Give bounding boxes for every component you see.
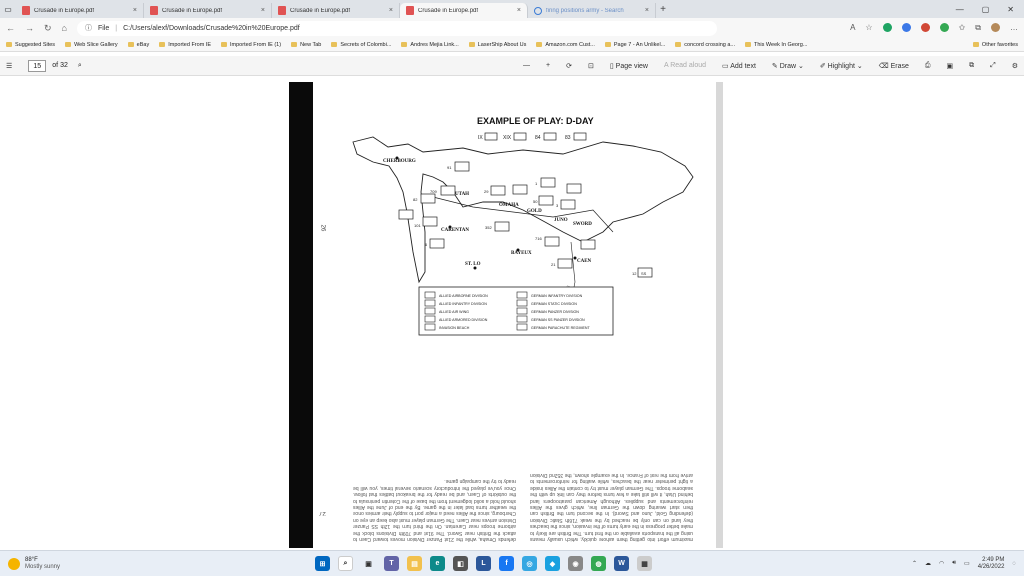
tab-1[interactable]: Crusade in Europe.pdf × bbox=[144, 3, 272, 18]
page-number-bottom: 27 bbox=[319, 510, 326, 516]
contents-icon[interactable]: ☰ bbox=[6, 62, 13, 70]
legend-label: GERMAN STATIC DIVISION bbox=[531, 302, 577, 306]
expand-icon[interactable]: ⤢ bbox=[990, 61, 996, 69]
legend-label: ALLIED ARMORED DIVISION bbox=[439, 318, 488, 322]
chevron-up-icon[interactable]: ⌃ bbox=[911, 561, 918, 567]
search-icon[interactable]: ⌕ bbox=[77, 61, 82, 69]
task-view-icon[interactable]: ▣ bbox=[361, 556, 376, 571]
start-icon[interactable]: ⊞ bbox=[315, 556, 330, 571]
body-text: maximum effort into getting them ashore quickly, which usually means using all the transports available on the first turn. The British are likely to make better progress in the early turns of the invasion, since the beaches they land on can only be reached by the weak 716th Static Division (defending Gold, Juno and Sword). In the second turn the British can then start wearing down the German line, which gives the Allies reinforcements and supplies. Although American paratroopers land behind Utah, it will still take a few turns before they can link up with the seaborne troops. The German player must try to contain the Allies inside a tight perimeter near the beaches, while waiting for reinforcements to arrive from the rest of France. In the example shown, the 352nd Division defends Omaha, while the 21st Panzer Division moves toward Caen to attack the British near Sword. The 91st and 709th Divisions block the airborne troops near Carentan. On the third turn the 12th SS Panzer Division arrives near Caen. The German player must also keep an eye on Cherbourg, since the Allies need a major port to supply their armies once the weather turns bad later in the game. By the end of June the Allies should hold a solid lodgement from the base of the Cotentin peninsula to the outskirts of Caen, and be ready for the breakout battles that follow. Once you've played the introductory scenario several times, you will be ready to try the campaign game. bbox=[353, 471, 693, 542]
volume-icon[interactable]: 🔊︎ bbox=[952, 560, 957, 566]
pdf-icon bbox=[22, 6, 30, 15]
folder-icon bbox=[128, 42, 134, 47]
pdf-icon bbox=[150, 6, 158, 15]
folder-icon bbox=[65, 42, 71, 47]
read-mode-icon[interactable]: A bbox=[850, 23, 856, 32]
app-icon[interactable]: ◎ bbox=[522, 556, 537, 571]
settings-icon[interactable]: ⚙ bbox=[1011, 62, 1018, 70]
place-label: BAYEUX bbox=[511, 251, 532, 256]
print-icon[interactable]: ⎙ bbox=[924, 61, 931, 69]
folder-icon bbox=[331, 42, 337, 47]
page-view-button[interactable]: Page view bbox=[615, 62, 648, 70]
favorites-icon[interactable]: ✩ bbox=[958, 23, 966, 32]
erase-button[interactable]: Erase bbox=[890, 62, 909, 70]
bookmark-item[interactable]: Imported From IE bbox=[159, 42, 211, 48]
folder-icon bbox=[745, 42, 751, 47]
bookmark-item[interactable]: New Tab bbox=[291, 42, 321, 48]
address-bar bbox=[0, 18, 1024, 38]
pdf-icon bbox=[406, 6, 414, 15]
maximize-icon[interactable]: ▢ bbox=[981, 4, 990, 14]
search-icon bbox=[534, 7, 542, 15]
unit-number: 1 bbox=[535, 181, 538, 186]
close-icon[interactable]: × bbox=[132, 7, 137, 14]
unit-label: XIX bbox=[503, 135, 512, 141]
close-icon[interactable]: × bbox=[516, 7, 521, 14]
url-input[interactable]: ⓘ File | C:/Users/alexf/Downloads/Crusade%20in%20Europe.pdf bbox=[77, 21, 717, 36]
home-icon[interactable]: ⌂ bbox=[61, 23, 67, 33]
pdf-icon bbox=[278, 6, 286, 15]
draw-button[interactable]: Draw bbox=[779, 62, 797, 70]
pdf-page bbox=[313, 82, 716, 548]
cloud-icon[interactable]: ☁ bbox=[925, 561, 932, 567]
draw-icon: ✎ bbox=[771, 62, 780, 70]
save-as-icon[interactable]: ⧉ bbox=[969, 61, 975, 69]
minimize-icon[interactable]: — bbox=[955, 4, 964, 14]
scan-edge bbox=[289, 82, 313, 548]
rotate-icon[interactable]: ⟳ bbox=[566, 62, 572, 70]
store-icon[interactable]: ◧ bbox=[453, 556, 468, 571]
rotated-text-area bbox=[313, 82, 716, 548]
tab-2[interactable]: Crusade in Europe.pdf × bbox=[272, 3, 400, 18]
folder-icon bbox=[973, 42, 979, 47]
place-label: JUNO bbox=[554, 218, 568, 223]
unit-number: 21 bbox=[551, 262, 556, 267]
close-window-icon[interactable]: ✕ bbox=[1007, 4, 1014, 14]
page-number-input[interactable]: 15 bbox=[28, 60, 46, 72]
folder-icon bbox=[675, 42, 681, 47]
legend-label: ALLIED INFANTRY DIVISION bbox=[439, 302, 487, 306]
avatar[interactable] bbox=[991, 23, 1000, 32]
bookmark-item[interactable]: LaserShip About Us bbox=[469, 42, 527, 48]
battery-icon[interactable]: ▭ bbox=[964, 561, 970, 567]
bookmark-item[interactable]: concord crossing a... bbox=[675, 42, 735, 48]
bookmark-item[interactable]: Suggested Sites bbox=[6, 42, 55, 48]
file-explorer-icon[interactable]: ▤ bbox=[407, 556, 422, 571]
legend-label: GERMAN PANZER DIVISION bbox=[531, 310, 579, 314]
read-aloud-button[interactable]: Read aloud bbox=[670, 62, 707, 69]
edge-icon[interactable]: e bbox=[430, 556, 445, 571]
sun-icon bbox=[8, 558, 20, 570]
forward-icon[interactable]: → bbox=[25, 23, 34, 33]
highlight-button[interactable]: Highlight bbox=[827, 62, 855, 70]
tab-3[interactable]: Crusade in Europe.pdf × bbox=[400, 3, 528, 18]
extension-icon[interactable] bbox=[940, 23, 949, 32]
unit-label: 84 bbox=[535, 135, 541, 141]
place-label: OMAHA bbox=[499, 203, 519, 208]
pdf-toolbar: ☰ 15 of 32 ⌕ — + ⟳ ⊡ ▯ Page view A Read aloud ▭ Add text ✎ Draw ⌄ ✐ Highlight ⌄ ⌫ Erase ⎙ ▣ ⧉ ⤢ ⚙ bbox=[0, 56, 1024, 76]
info-icon: ⓘ bbox=[84, 25, 92, 32]
legend-label: ALLIED AIR WING bbox=[439, 310, 469, 314]
bookmarks-bar bbox=[0, 38, 1024, 52]
favorite-star-icon[interactable]: ☆ bbox=[865, 23, 873, 32]
bookmark-item[interactable]: This Week In Georg... bbox=[745, 42, 807, 48]
weather-widget[interactable]: 88°F Mostly sunny bbox=[0, 557, 60, 571]
word-icon[interactable]: W bbox=[614, 556, 629, 571]
add-text-button[interactable]: Add text bbox=[730, 62, 756, 70]
folder-icon bbox=[291, 42, 297, 47]
app-icon[interactable]: ◉ bbox=[568, 556, 583, 571]
place-label: GOLD bbox=[527, 209, 542, 214]
tab-0[interactable]: Crusade in Europe.pdf × bbox=[16, 3, 144, 18]
fit-icon[interactable]: ⊡ bbox=[588, 62, 594, 70]
page-view-icon: ▯ bbox=[609, 62, 616, 70]
unit-number: 709 bbox=[430, 189, 437, 194]
legend-label: GERMAN INFANTRY DIVISION bbox=[531, 294, 583, 298]
facebook-icon[interactable]: f bbox=[499, 556, 514, 571]
legend-label: INVASION BEACH bbox=[439, 326, 470, 330]
unit-number: 29 bbox=[484, 189, 489, 194]
folder-icon bbox=[536, 42, 542, 47]
unit-number: SS bbox=[641, 271, 647, 276]
place-label: CARENTAN bbox=[441, 228, 469, 233]
folder-icon bbox=[221, 42, 227, 47]
folder-icon bbox=[159, 42, 165, 47]
tab-4[interactable]: firing positions army - Search × bbox=[528, 3, 656, 18]
add-text-icon: ▭ bbox=[722, 62, 731, 70]
pinterest-icon[interactable] bbox=[921, 23, 930, 32]
scan-edge-right bbox=[716, 82, 723, 548]
unit-number: 6 bbox=[425, 242, 428, 247]
folder-icon bbox=[6, 42, 12, 47]
clock[interactable]: 2:49 PM 4/26/2022 bbox=[977, 556, 1005, 570]
wifi-icon[interactable]: ◠ bbox=[939, 561, 945, 567]
bookmark-item[interactable]: Imported From IE (1) bbox=[221, 42, 281, 48]
folder-icon bbox=[469, 42, 475, 47]
other-favorites[interactable]: Other favorites bbox=[973, 42, 1018, 48]
bookmark-item[interactable]: Web Slice Gallery bbox=[65, 42, 118, 48]
close-icon[interactable]: × bbox=[260, 7, 265, 14]
place-label: SWORD bbox=[573, 222, 592, 227]
close-icon[interactable]: × bbox=[644, 7, 649, 14]
save-icon[interactable]: ▣ bbox=[946, 62, 954, 70]
extension-icon[interactable] bbox=[902, 23, 911, 32]
tab-strip bbox=[0, 0, 1024, 18]
unit-number: 50 bbox=[533, 199, 538, 204]
unit-number: 3 bbox=[556, 203, 559, 208]
unit-label: 83 bbox=[565, 135, 571, 141]
unit-number: 716 bbox=[535, 236, 542, 241]
bookmark-item[interactable]: Page 7 - An Unlikel... bbox=[605, 42, 665, 48]
bookmark-item[interactable]: Andres Mejia Link... bbox=[401, 42, 458, 48]
read-aloud-icon: A bbox=[663, 62, 671, 69]
teams-icon[interactable]: T bbox=[384, 556, 399, 571]
unit-number: 352 bbox=[485, 225, 492, 230]
bookmark-item[interactable]: Secrets of Colombi... bbox=[331, 42, 391, 48]
taskbar bbox=[0, 550, 1024, 576]
unit-number: 82 bbox=[413, 197, 418, 202]
place-label: UTAH bbox=[455, 192, 470, 197]
back-icon[interactable]: ← bbox=[6, 23, 15, 33]
refresh-icon[interactable]: ↻ bbox=[44, 22, 52, 33]
page-number-left: 26 bbox=[319, 224, 326, 232]
unit-label: IX bbox=[478, 135, 483, 141]
legend-label: GERMAN SS PANZER DIVISION bbox=[531, 318, 585, 322]
search-icon[interactable]: ⌕ bbox=[338, 556, 353, 571]
close-icon[interactable]: × bbox=[388, 7, 393, 14]
legend-label: GERMAN PARACHUTE REGIMENT bbox=[531, 326, 590, 330]
place-label: CHERBOURG bbox=[383, 159, 416, 164]
more-icon[interactable]: … bbox=[1010, 23, 1018, 32]
place-label: CAEN bbox=[577, 259, 592, 264]
unit-number: 91 bbox=[447, 165, 452, 170]
bookmark-item[interactable]: Amazon.com Cust... bbox=[536, 42, 595, 48]
notification-icon[interactable]: ◌ bbox=[1012, 560, 1016, 567]
map-title: EXAMPLE OF PLAY: D-DAY bbox=[477, 116, 594, 126]
folder-icon bbox=[401, 42, 407, 47]
folder-icon bbox=[605, 42, 611, 47]
legend-label: ALLIED AIRBORNE DIVISION bbox=[439, 294, 488, 298]
app-icon[interactable]: ◆ bbox=[545, 556, 560, 571]
chrome-icon[interactable]: ◍ bbox=[591, 556, 606, 571]
app-icon[interactable]: L bbox=[476, 556, 491, 571]
highlight-icon: ✐ bbox=[819, 62, 828, 70]
zoom-in-icon[interactable]: + bbox=[546, 62, 551, 69]
zoom-out-icon[interactable]: — bbox=[523, 62, 531, 69]
collections-icon[interactable]: ⧉ bbox=[975, 23, 981, 32]
new-tab-button[interactable]: + bbox=[660, 3, 666, 15]
place-label: ST. LO bbox=[465, 262, 481, 267]
extension-icon[interactable] bbox=[883, 23, 892, 32]
unit-number: 12 bbox=[632, 271, 637, 276]
unit-number: 101 bbox=[414, 223, 421, 228]
bookmark-item[interactable]: eBay bbox=[128, 42, 150, 48]
erase-icon: ⌫ bbox=[878, 62, 891, 70]
tab-actions-icon[interactable]: ▭ bbox=[4, 4, 12, 14]
app-icon[interactable]: ▦ bbox=[637, 556, 652, 571]
